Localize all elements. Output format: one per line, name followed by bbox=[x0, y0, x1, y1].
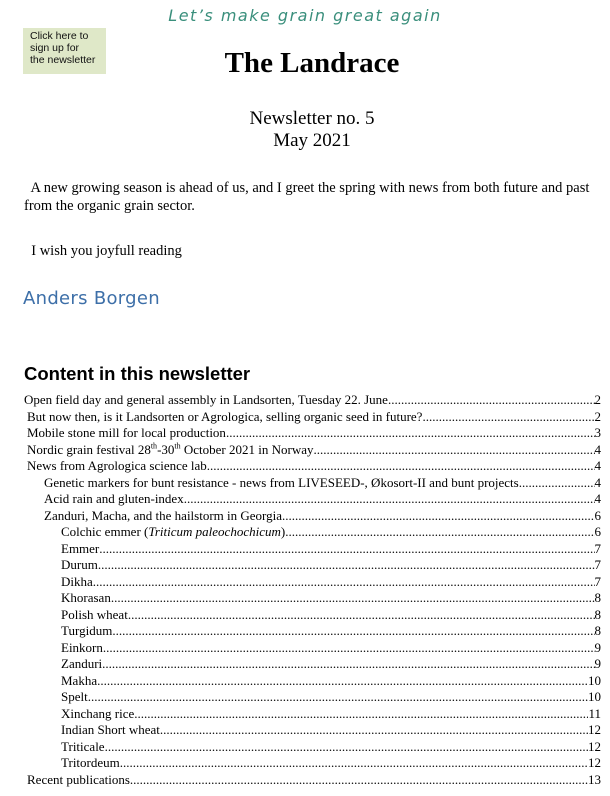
toc-entry-science-lab[interactable] bbox=[0, 458, 610, 475]
toc-page: 13 bbox=[588, 771, 601, 787]
toc-entry-einkorn[interactable] bbox=[0, 640, 610, 657]
toc-leader bbox=[111, 590, 595, 607]
toc-page: 7 bbox=[594, 573, 601, 589]
toc-label: Mobile stone mill for local production bbox=[27, 425, 226, 440]
intro-text: A new growing season is ahead of us, and I greet the spring with news from both future and past from the organic grain sector. bbox=[24, 180, 590, 214]
colchic-text-post: ) bbox=[280, 524, 286, 539]
toc-leader bbox=[422, 409, 594, 426]
toc-page: 2 bbox=[594, 408, 601, 424]
toc-label: Acid rain and gluten-index bbox=[44, 491, 184, 506]
toc-page: 4 bbox=[594, 474, 601, 490]
signup-line-3: the newsletter bbox=[30, 54, 96, 66]
toc-entry-recent-publications[interactable] bbox=[0, 772, 610, 789]
toc-entry-xinchang-rice[interactable] bbox=[0, 706, 610, 723]
toc-label: Tritordeum bbox=[61, 755, 120, 770]
toc-page: 8 bbox=[594, 590, 601, 605]
toc-label: Makha bbox=[61, 672, 98, 688]
toc-entry-dikha[interactable] bbox=[0, 574, 610, 591]
toc-label: Dikha bbox=[61, 573, 93, 589]
toc-label: But now then, is it Landsorten or Agrologica, selling organic seed in future? bbox=[27, 408, 423, 424]
toc-entry-stone-mill[interactable] bbox=[0, 425, 610, 442]
toc-label: Indian Short wheat bbox=[61, 722, 160, 737]
festival-sup-2: th bbox=[174, 441, 181, 451]
toc-leader bbox=[226, 425, 595, 442]
festival-sup-1: th bbox=[150, 441, 158, 451]
toc-entry-landsorten-agrologica[interactable] bbox=[0, 409, 610, 426]
colchic-species: Triticum paleochochicum bbox=[148, 524, 281, 539]
toc-entry-acid-rain[interactable] bbox=[0, 491, 610, 508]
signature: Anders Borgen bbox=[23, 288, 160, 309]
colchic-text-pre: Colchic emmer ( bbox=[61, 524, 149, 539]
toc-entry-tritordeum[interactable] bbox=[0, 755, 610, 772]
toc-leader bbox=[128, 607, 595, 624]
greeting-text: I wish you joyfull reading bbox=[31, 243, 182, 259]
toc-page: 10 bbox=[588, 672, 601, 688]
festival-text-mid: -30 bbox=[157, 441, 175, 457]
toc-leader bbox=[207, 458, 595, 475]
toc-label: Open field day and general assembly in Landsorten, Tuesday 22. June bbox=[24, 392, 388, 407]
toc-leader bbox=[184, 491, 595, 508]
toc-entry-indian-short-wheat[interactable] bbox=[0, 722, 610, 739]
toc-label: Turgidum bbox=[61, 623, 113, 638]
toc-label: Khorasan bbox=[61, 590, 111, 605]
toc-page: 6 bbox=[594, 507, 601, 523]
toc-label bbox=[61, 524, 285, 541]
toc-entry-grain-festival[interactable] bbox=[0, 442, 610, 459]
toc-label: Genetic markers for bunt resistance - news from LIVESEED-, Økosort-II and bunt projects bbox=[44, 474, 519, 490]
toc-page: 4 bbox=[594, 491, 601, 506]
toc-leader bbox=[285, 524, 594, 541]
toc-page: 12 bbox=[588, 755, 601, 770]
toc-entry-zanduri-macha-hailstorm[interactable] bbox=[0, 508, 610, 525]
toc-leader bbox=[93, 574, 595, 591]
toc-leader bbox=[98, 557, 595, 574]
toc-label: Zanduri, Macha, and the hailstorm in Georgia bbox=[44, 507, 283, 523]
festival-text-pre: Nordic grain festival 28 bbox=[27, 441, 151, 457]
toc-leader bbox=[112, 623, 594, 640]
toc-page: 2 bbox=[594, 392, 601, 407]
toc-leader bbox=[160, 722, 588, 739]
toc-page: 3 bbox=[594, 425, 601, 440]
toc-label bbox=[27, 442, 314, 459]
toc-label: Durum bbox=[61, 557, 98, 572]
toc-leader bbox=[282, 508, 594, 525]
toc-page: 11 bbox=[588, 705, 601, 721]
slogan: Let’s make grain great again bbox=[168, 6, 442, 25]
signup-line-1: Click here to bbox=[30, 30, 89, 42]
toc-label: Polish wheat bbox=[61, 606, 128, 622]
toc-entry-open-field-day[interactable] bbox=[0, 392, 610, 409]
signup-line-2: sign up for bbox=[30, 42, 80, 54]
toc-heading: Content in this newsletter bbox=[24, 363, 251, 384]
toc-leader bbox=[103, 640, 595, 657]
toc-label: News from Agrologica science lab bbox=[27, 458, 207, 473]
toc-page: 6 bbox=[594, 524, 601, 539]
intro-paragraph bbox=[24, 179, 590, 215]
toc-page: 9 bbox=[594, 639, 601, 655]
toc-leader bbox=[99, 541, 594, 558]
issue-date: May 2021 bbox=[273, 130, 351, 151]
toc-entry-genetic-markers[interactable] bbox=[0, 475, 610, 492]
toc-label: Spelt bbox=[61, 689, 88, 704]
festival-text-post: October 2021 in Norway bbox=[180, 441, 314, 457]
greeting bbox=[24, 243, 182, 260]
toc-leader bbox=[130, 772, 588, 789]
toc-leader bbox=[102, 656, 594, 673]
toc-label: Recent publications bbox=[27, 771, 130, 787]
toc-leader bbox=[134, 706, 588, 723]
toc-label: Xinchang rice bbox=[61, 705, 135, 721]
toc-entry-turgidum[interactable] bbox=[0, 623, 610, 640]
toc-page: 8 bbox=[594, 623, 601, 638]
toc-page: 12 bbox=[588, 722, 601, 737]
toc-leader bbox=[88, 689, 588, 706]
toc-entry-polish-wheat[interactable] bbox=[0, 607, 610, 624]
toc-entry-triticale[interactable] bbox=[0, 739, 610, 756]
toc-page: 4 bbox=[594, 458, 601, 473]
toc-page: 12 bbox=[588, 738, 601, 754]
toc-entry-khorasan[interactable] bbox=[0, 590, 610, 607]
toc-leader bbox=[97, 673, 588, 690]
toc-entry-colchic-emmer[interactable] bbox=[0, 524, 610, 541]
toc-leader bbox=[519, 475, 595, 492]
toc-label: Triticale bbox=[61, 738, 105, 754]
toc-label: Zanduri bbox=[61, 656, 103, 671]
toc-leader bbox=[120, 755, 588, 772]
toc-leader bbox=[388, 392, 595, 409]
toc-page: 7 bbox=[594, 557, 601, 572]
toc-entry-spelt[interactable] bbox=[0, 689, 610, 706]
toc-entry-zanduri[interactable] bbox=[0, 656, 610, 673]
toc-entry-makha[interactable] bbox=[0, 673, 610, 690]
toc-page: 4 bbox=[594, 441, 601, 457]
toc-entry-emmer[interactable] bbox=[0, 541, 610, 558]
issue-info bbox=[0, 108, 610, 152]
toc-entry-durum[interactable] bbox=[0, 557, 610, 574]
toc-label: Einkorn bbox=[61, 639, 103, 655]
toc-label: Emmer bbox=[61, 540, 100, 556]
toc-page: 10 bbox=[588, 689, 601, 704]
toc-leader bbox=[314, 442, 595, 459]
toc-page: 7 bbox=[594, 540, 601, 556]
table-of-contents bbox=[0, 392, 610, 788]
newsletter-title: The Landrace bbox=[224, 47, 400, 79]
toc-leader bbox=[105, 739, 588, 756]
toc-page: 8 bbox=[594, 606, 601, 622]
toc-page: 9 bbox=[594, 656, 601, 671]
issue-number: Newsletter no. 5 bbox=[249, 108, 375, 129]
